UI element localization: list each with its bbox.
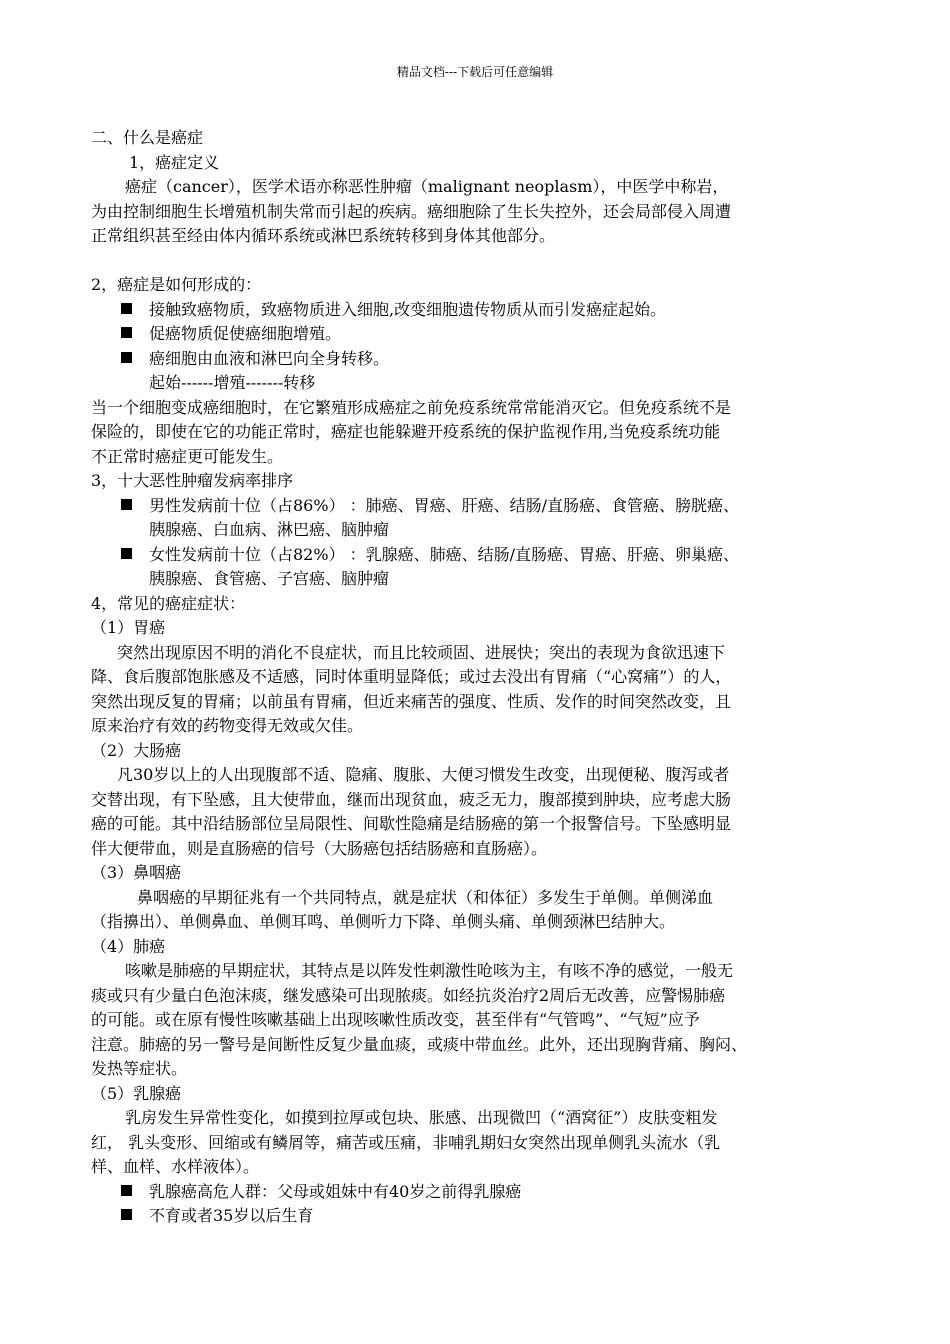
paragraph-line: （指擤出）、单侧鼻血、单侧耳鸣、单侧听力下降、单侧头痛、单侧颈淋巴结肿大。 (91, 912, 676, 931)
item-title-breast-cancer: （5）乳腺癌 (91, 1083, 182, 1103)
paragraph-line: 保险的，即使在它的功能正常时，癌症也能躲避开疫系统的保护监视作用,当免疫系统功能 (91, 422, 721, 441)
document-body (91, 126, 867, 1229)
item-title-nasopharyngeal-cancer: （3）鼻咽癌 (91, 863, 182, 882)
paragraph-line: 为由控制细胞生长增殖机制失常而引起的疾病。癌细胞除了生长失控外，还会局部侵入周遭 (91, 201, 732, 221)
paragraph-line: 发热等症状。 (91, 1059, 188, 1078)
paragraph-line: 交替出现，有下坠感，且大使带血，继而出现贫血，疲乏无力，腹部摸到肿块，应考虑大肠 (91, 789, 732, 809)
bullet-item: 女性发病前十位（占82%） ：乳腺癌、肺癌、结肠/直肠癌、胃癌、肝癌、卵巢癌、 (91, 543, 867, 568)
paragraph-line: 红， 乳头变形、回缩或有鳞屑等，痛苦或压痛，非哺乳期妇女突然出现单侧乳头流水（乳 (91, 1132, 721, 1152)
bullet-continuation: 胰腺癌、白血病、淋巴癌、脑肿瘤 (149, 520, 390, 539)
subsection-title-ranking: 3，十大恶性肿瘤发病率排序 (91, 471, 294, 490)
bullet-item: 乳腺癌高危人群：父母或姐妹中有40岁之前得乳腺癌 (91, 1180, 867, 1205)
square-bullet-icon (121, 327, 132, 338)
paragraph-line: 原来治疗有效的药物变得无效或欠佳。 (91, 716, 364, 735)
square-bullet-icon (121, 352, 132, 363)
item-title-lung-cancer: （4）肺癌 (91, 936, 166, 956)
paragraph-line: 样、血样、水样液体）。 (91, 1157, 260, 1176)
paragraph-line: 注意。肺癌的另一警号是间断性反复少量血痰，或痰中带血丝。此外，还出现胸背痛、胸闷、 (91, 1034, 748, 1054)
paragraph-line: 不正常时癌症更可能发生。 (91, 446, 284, 466)
bullet-item: 癌细胞由血液和淋巴向全身转移。 (91, 347, 867, 372)
square-bullet-icon (121, 1185, 132, 1196)
section-title: 二、什么是癌症 (91, 128, 204, 147)
paragraph-line: 正常组织甚至经由体内循环系统或淋巴系统转移到身体其他部分。 (91, 226, 556, 245)
paragraph-line: 突然出现原因不明的消化不良症状，而且比较顽固、进展快；突出的表现为食欲迅速下 (117, 642, 726, 662)
paragraph-line: 的可能。或在原有慢性咳嗽基础上出现咳嗽性质改变，甚至伴有“气管鸣”、“气短”应予 (91, 1010, 700, 1029)
bullet-item: 接触致癌物质，致癌物质进入细胞,改变细胞遗传物质从而引发癌症起始。 (91, 298, 867, 323)
paragraph-line: 当一个细胞变成癌细胞时，在它繁殖形成癌症之前免疫系统常常能消灭它。但免疫系统不是 (91, 397, 732, 417)
item-title-colorectal-cancer: （2）大肠癌 (91, 740, 182, 760)
paragraph-line: 降、食后腹部饱胀感及不适感，同时体重明显降低；或过去没出有胃痛（“心窝痛”）的人， (91, 667, 732, 686)
paragraph-line: 凡30岁以上的人出现腹部不适、隐痛、腹胀、大便习惯发生改变，出现便秘、腹泻或者 (117, 765, 730, 784)
paragraph-line: 癌症（cancer），医学术语亦称恶性肿瘤（malignant neoplasm），中医学中称岩， (125, 177, 729, 196)
flow-text: 起始------增殖-------转移 (149, 373, 316, 392)
bullet-item: 男性发病前十位（占86%） ：肺癌、胃癌、肝癌、结肠/直肠癌、食管癌、膀胱癌、 (91, 494, 867, 519)
paragraph-line: 鼻咽癌的早期征兆有一个共同特点，就是症状（和体征）多发生于单侧。单侧涕血 (137, 887, 714, 907)
item-title-stomach-cancer: （1）胃癌 (91, 618, 166, 637)
subsection-title-formation: 2，癌症是如何形成的： (91, 275, 262, 294)
paragraph-line: 乳房发生异常性变化，如摸到拉厚或包块、胀感、出现微凹（“酒窝征”）皮肤变粗发 (125, 1108, 718, 1127)
paragraph-line: 咳嗽是肺癌的早期症状，其特点是以阵发性刺激性呛咳为主，有咳不净的感觉，一般无 (125, 961, 734, 980)
paragraph-line: 突然出现反复的胃痛；以前虽有胃痛，但近来痛苦的强度、性质、发作的时间突然改变，且 (91, 691, 732, 711)
subsection-title-symptoms: 4，常见的癌症症状： (91, 593, 246, 613)
bullet-continuation: 胰腺癌、食管癌、子宫癌、脑肿瘤 (149, 569, 390, 588)
subsection-title-definition: 1，癌症定义 (129, 152, 220, 172)
square-bullet-icon (121, 1209, 132, 1220)
bullet-item: 不育或者35岁以后生育 (91, 1204, 867, 1229)
square-bullet-icon (121, 499, 132, 510)
paragraph-line: 伴大便带血，则是直肠癌的信号（大肠癌包括结肠癌和直肠癌）。 (91, 838, 548, 858)
bullet-item: 促癌物质促使癌细胞增殖。 (91, 322, 867, 347)
square-bullet-icon (121, 548, 132, 559)
page-header: 精品文档---下载后可任意编辑 (396, 65, 554, 79)
square-bullet-icon (121, 303, 132, 314)
paragraph-line: 癌的可能。其中沿结肠部位呈局限性、间歇性隐痛是结肠癌的第一个报警信号。下坠感明显 (91, 814, 732, 833)
paragraph-line: 痰或只有少量白色泡沫痰，继发感染可出现脓痰。如经抗炎治疗2周后无改善，应警惕肺癌 (91, 985, 726, 1005)
